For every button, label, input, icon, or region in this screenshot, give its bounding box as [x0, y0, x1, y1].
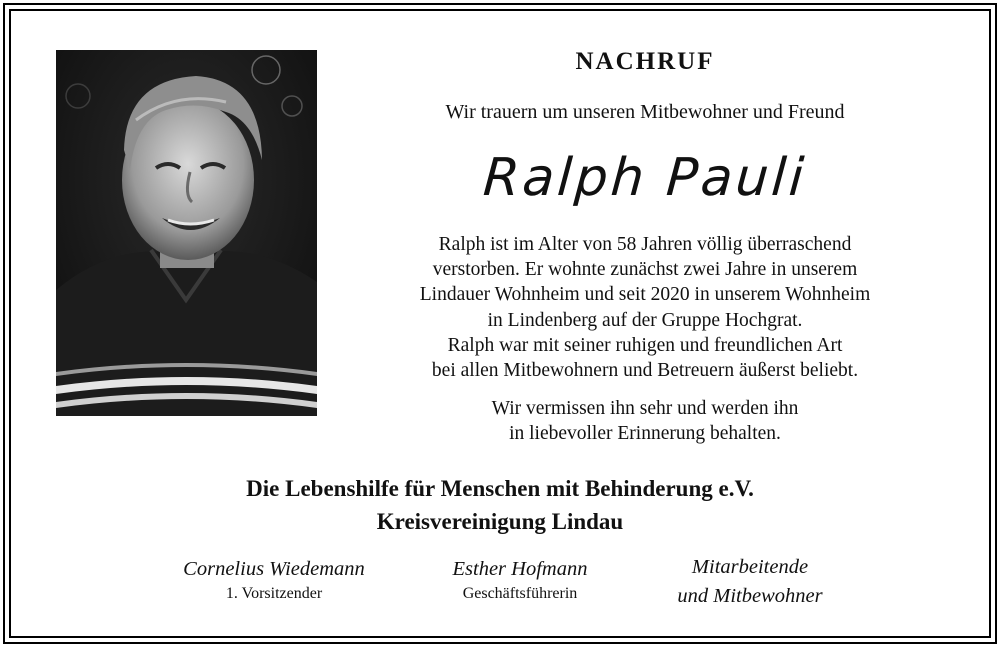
organization-name: Die Lebenshilfe für Menschen mit Behinderung e.V. [246, 476, 754, 501]
intro-line: Wir trauern um unseren Mitbewohner und Freund [445, 101, 845, 123]
signature-name: Esther Hofmann [452, 558, 588, 580]
portrait-photo-icon [56, 50, 317, 416]
portrait-photo [56, 50, 317, 416]
signature-manager [420, 556, 620, 605]
signature-name: Mitarbeitende [691, 556, 809, 578]
signature-role: 1. Vorsitzender [225, 585, 323, 602]
closing-text [345, 396, 945, 446]
obituary-line: bei allen Mitbewohnern und Betreuern äußerst beliebt. [431, 360, 859, 382]
organization-branch: Kreisvereinigung Lindau [376, 509, 624, 534]
signature-name-line2: und Mitbewohner [677, 585, 823, 607]
obituary-line: Lindauer Wohnheim und seit 2020 in unserem Wohnheim [419, 284, 871, 306]
heading: NACHRUF [575, 48, 715, 75]
obituary-line: Ralph ist im Alter von 58 Jahren völlig überraschend [438, 234, 852, 255]
closing-line: Wir vermissen ihn sehr und werden ihn [491, 398, 799, 419]
closing-line: in liebevoller Erinnerung behalten. [509, 423, 781, 445]
obituary-line: in Lindenberg auf der Gruppe Hochgrat. [487, 309, 803, 331]
obituary-text [345, 232, 945, 383]
signature-name: Cornelius Wiedemann [183, 558, 365, 580]
signature-staff-residents [640, 553, 860, 611]
obituary-line: Ralph war mit seiner ruhigen und freundlichen Art [447, 334, 843, 356]
signature-role: Geschäftsführerin [462, 585, 578, 602]
signature-chairman [152, 556, 396, 605]
obituary-line: verstorben. Er wohnte zunächst zwei Jahre in unserem [432, 259, 858, 281]
deceased-name: Ralph Pauli [481, 148, 809, 208]
